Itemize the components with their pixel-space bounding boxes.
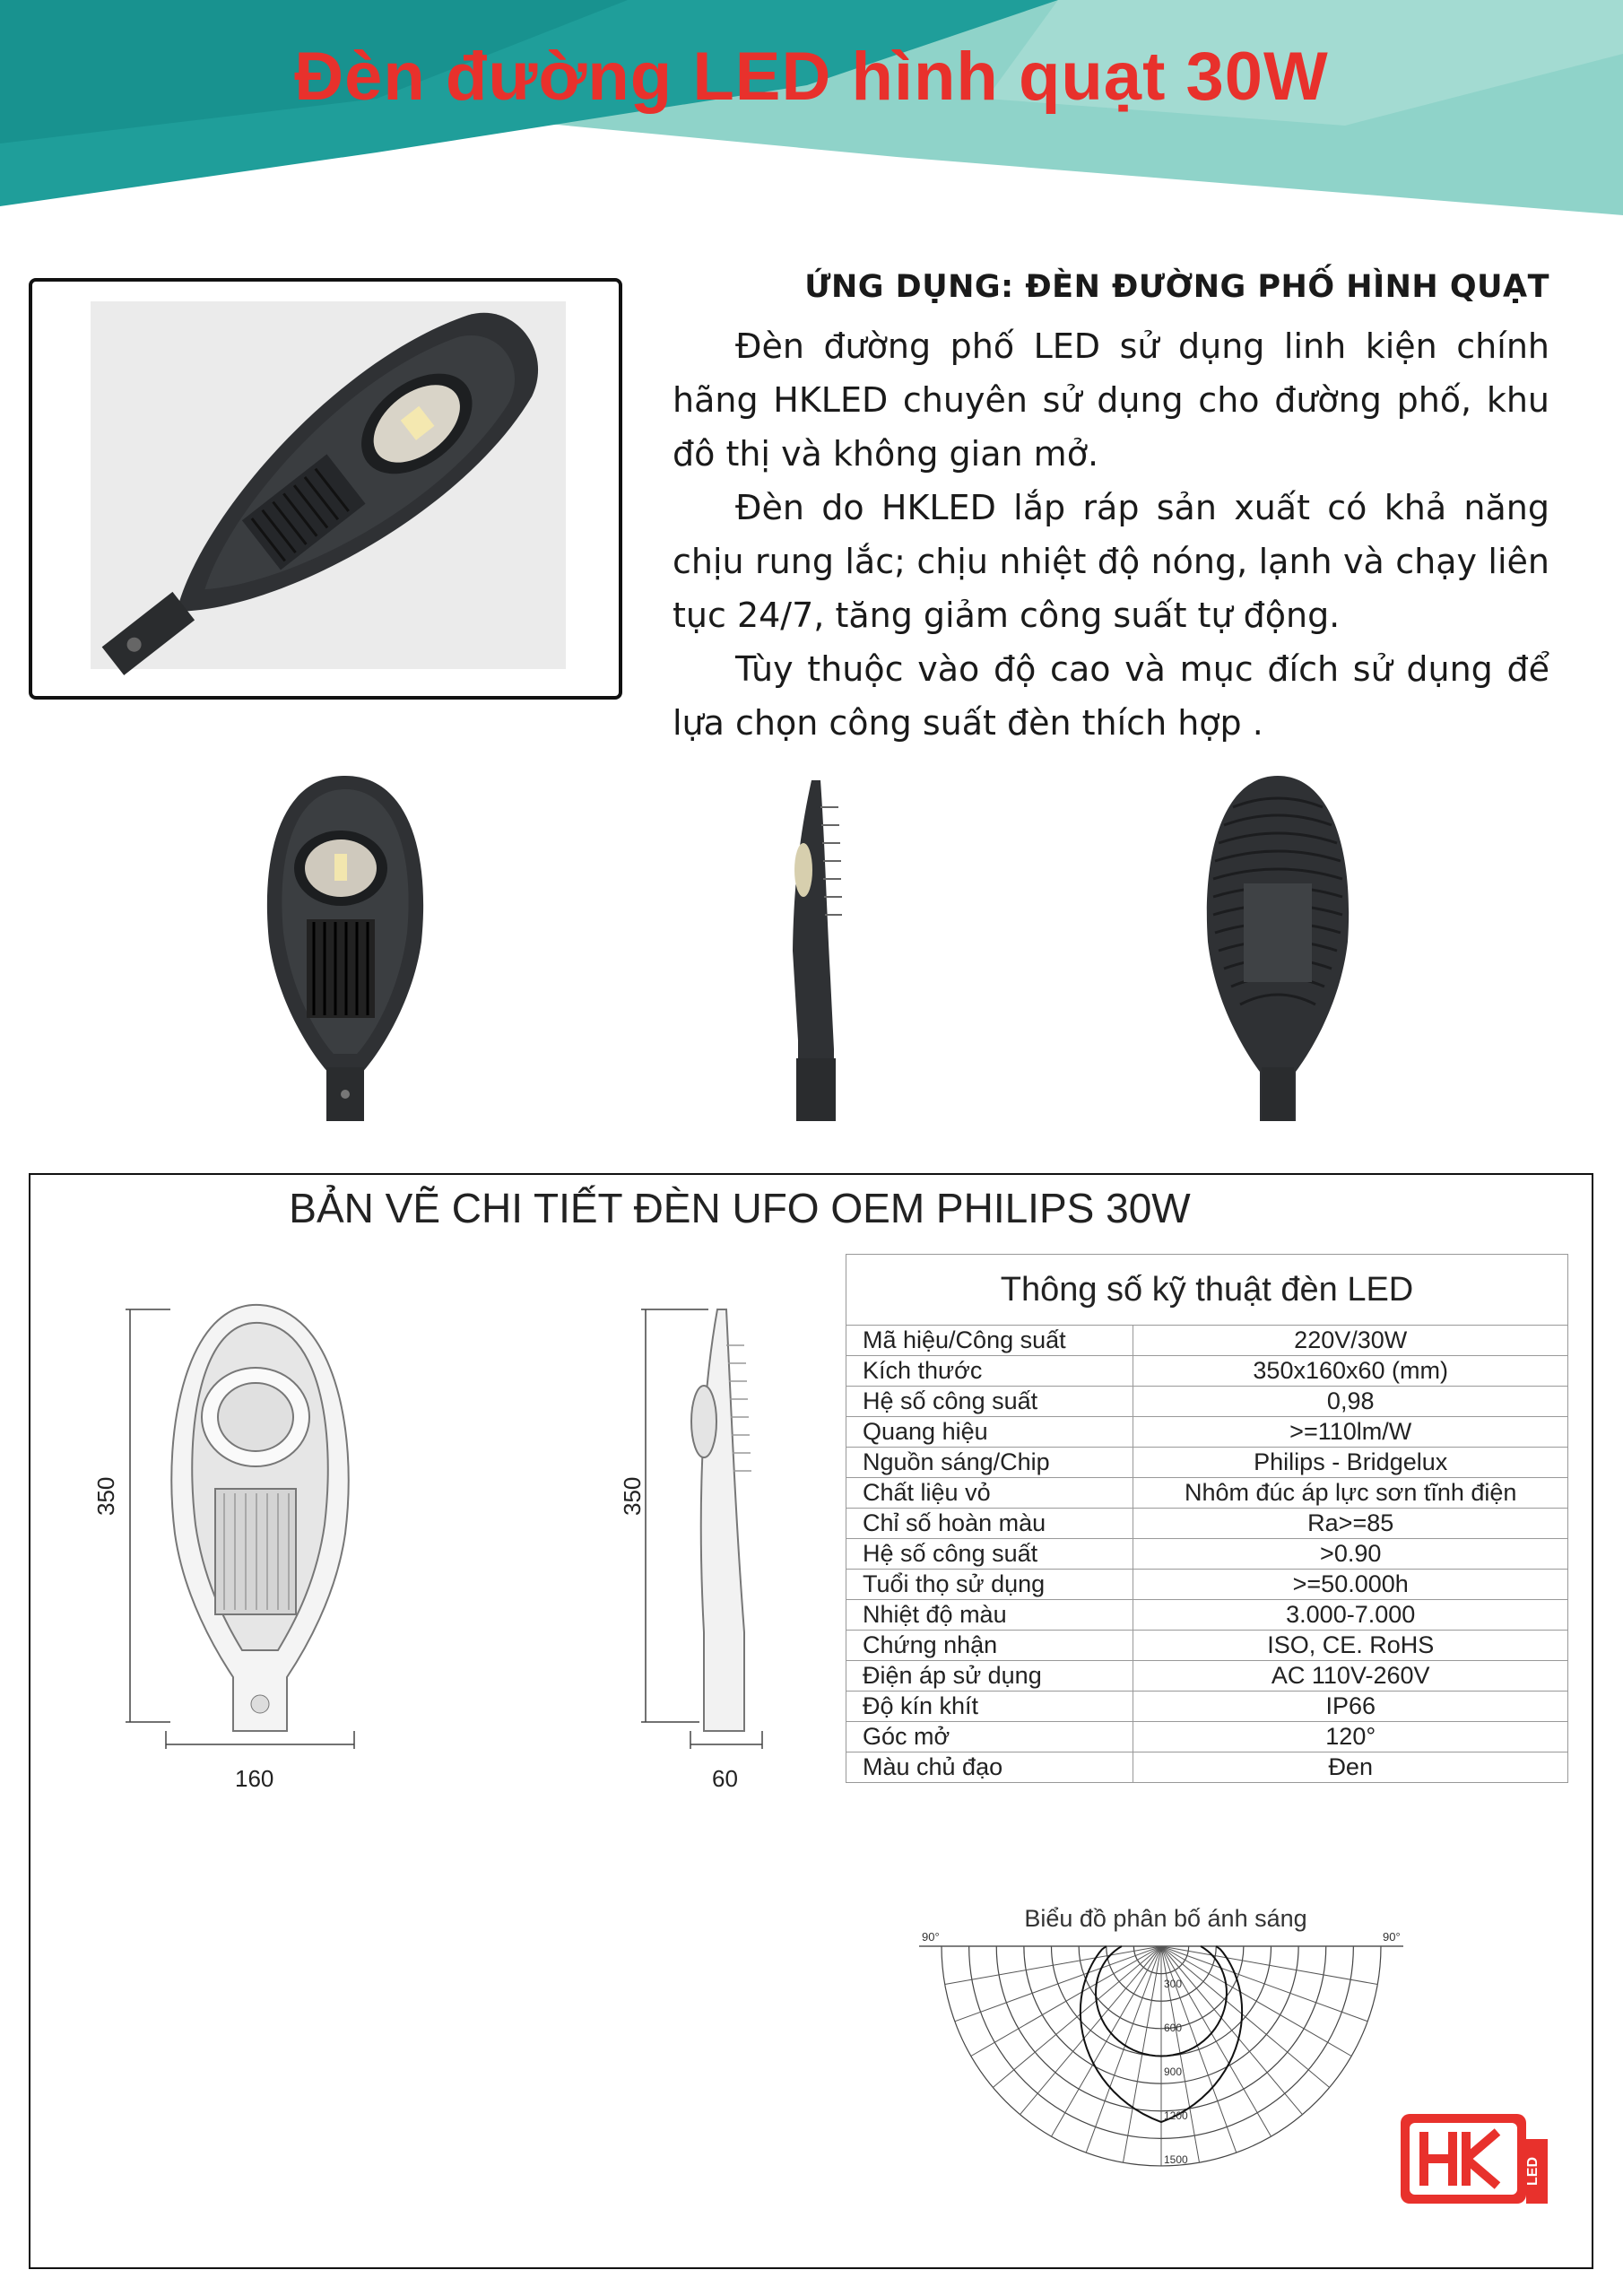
spec-value: 350x160x60 (mm) bbox=[1133, 1356, 1568, 1387]
spec-value: 120° bbox=[1133, 1722, 1568, 1752]
spec-label: Mã hiệu/Công suất bbox=[846, 1326, 1133, 1356]
radial-tick-label: 300 bbox=[1164, 1978, 1183, 1990]
spec-label: Nguồn sáng/Chip bbox=[846, 1448, 1133, 1478]
intro-heading: ỨNG DỤNG: ĐÈN ĐƯỜNG PHỐ HÌNH QUẠT bbox=[804, 269, 1549, 305]
drawing-title: BẢN VẼ CHI TIẾT ĐÈN UFO OEM PHILIPS 30W bbox=[289, 1185, 1191, 1231]
angle-label-right: 90° bbox=[1383, 1930, 1401, 1944]
spec-label: Hệ số công suất bbox=[846, 1539, 1133, 1570]
angle-label-left: 90° bbox=[922, 1930, 940, 1944]
page-title: Đèn đường LED hình quạt 30W bbox=[294, 39, 1329, 115]
front-height-label: 350 bbox=[92, 1476, 119, 1516]
radial-tick-label: 600 bbox=[1164, 2022, 1183, 2034]
radial-tick-label: 1200 bbox=[1164, 2109, 1188, 2122]
spec-table bbox=[846, 1254, 1568, 1783]
polar-chart-title: Biểu đồ phân bố ánh sáng bbox=[1024, 1905, 1307, 1932]
side-technical-drawing bbox=[619, 1292, 780, 1794]
intro-paragraph: Tùy thuộc vào độ cao và mục đích sử dụng để lựa chọn công suất đèn thích hợp . bbox=[673, 649, 1549, 743]
spec-value: >=110lm/W bbox=[1133, 1417, 1568, 1448]
spec-label: Độ kín khít bbox=[846, 1692, 1133, 1722]
back-view-photo bbox=[1197, 771, 1358, 1130]
spec-value: >=50.000h bbox=[1133, 1570, 1568, 1600]
spec-label: Nhiệt độ màu bbox=[846, 1600, 1133, 1631]
spec-label: Góc mở bbox=[846, 1722, 1133, 1752]
front-view-photo bbox=[251, 771, 439, 1130]
spec-label: Hệ số công suất bbox=[846, 1387, 1133, 1417]
spec-table-title: Thông số kỹ thuật đèn LED bbox=[846, 1255, 1568, 1326]
table-row bbox=[846, 1539, 1568, 1570]
table-row bbox=[846, 1326, 1568, 1356]
table-row bbox=[846, 1387, 1568, 1417]
front-technical-drawing bbox=[90, 1292, 386, 1794]
hkled-logo bbox=[1399, 2112, 1551, 2211]
spec-value: 3.000-7.000 bbox=[1133, 1600, 1568, 1631]
spec-value: Philips - Bridgelux bbox=[1133, 1448, 1568, 1478]
table-row bbox=[846, 1600, 1568, 1631]
light-distribution-chart bbox=[861, 1928, 1462, 2170]
spec-label: Điện áp sử dụng bbox=[846, 1661, 1133, 1692]
table-row bbox=[846, 1661, 1568, 1692]
spec-value: 220V/30W bbox=[1133, 1326, 1568, 1356]
table-row bbox=[846, 1417, 1568, 1448]
spec-label: Chỉ số hoàn màu bbox=[846, 1509, 1133, 1539]
spec-label: Chất liệu vỏ bbox=[846, 1478, 1133, 1509]
table-row bbox=[846, 1722, 1568, 1752]
table-row bbox=[846, 1478, 1568, 1509]
intro-section bbox=[673, 269, 1549, 750]
spec-value: >0.90 bbox=[1133, 1539, 1568, 1570]
table-row bbox=[846, 1692, 1568, 1722]
spec-value: ISO, CE. RoHS bbox=[1133, 1631, 1568, 1661]
table-row bbox=[846, 1752, 1568, 1783]
product-photo-frame bbox=[29, 278, 622, 700]
spec-label: Tuổi thọ sử dụng bbox=[846, 1570, 1133, 1600]
front-width-label: 160 bbox=[235, 1765, 274, 1792]
radial-tick-label: 900 bbox=[1164, 2066, 1183, 2078]
side-view-photo bbox=[771, 771, 861, 1130]
intro-paragraph: Đèn đường phố LED sử dụng linh kiện chính hãng HKLED chuyên sử dụng cho đường phố, khu đô thị và không gian mở. bbox=[673, 326, 1549, 474]
spec-value: IP66 bbox=[1133, 1692, 1568, 1722]
spec-value: Đen bbox=[1133, 1752, 1568, 1783]
spec-value: Nhôm đúc áp lực sơn tĩnh điện bbox=[1133, 1478, 1568, 1509]
table-row bbox=[846, 1356, 1568, 1387]
logo-led-text: LED bbox=[1525, 2157, 1541, 2186]
side-height-label: 350 bbox=[619, 1476, 646, 1516]
radial-tick-label: 1500 bbox=[1164, 2153, 1188, 2166]
table-row bbox=[846, 1509, 1568, 1539]
intro-paragraph: Đèn do HKLED lắp ráp sản xuất có khả năng chịu rung lắc; chịu nhiệt độ nóng, lạnh và chạy liên tục 24/7, tăng giảm công suất tự động. bbox=[673, 488, 1549, 635]
spec-value: 0,98 bbox=[1133, 1387, 1568, 1417]
spec-label: Kích thước bbox=[846, 1356, 1133, 1387]
spec-label: Chứng nhận bbox=[846, 1631, 1133, 1661]
table-row bbox=[846, 1631, 1568, 1661]
spec-value: Ra>=85 bbox=[1133, 1509, 1568, 1539]
side-width-label: 60 bbox=[712, 1765, 738, 1792]
table-row bbox=[846, 1448, 1568, 1478]
spec-value: AC 110V-260V bbox=[1133, 1661, 1568, 1692]
spec-label: Màu chủ đạo bbox=[846, 1752, 1133, 1783]
product-photo bbox=[32, 282, 619, 696]
table-row bbox=[846, 1570, 1568, 1600]
spec-label: Quang hiệu bbox=[846, 1417, 1133, 1448]
